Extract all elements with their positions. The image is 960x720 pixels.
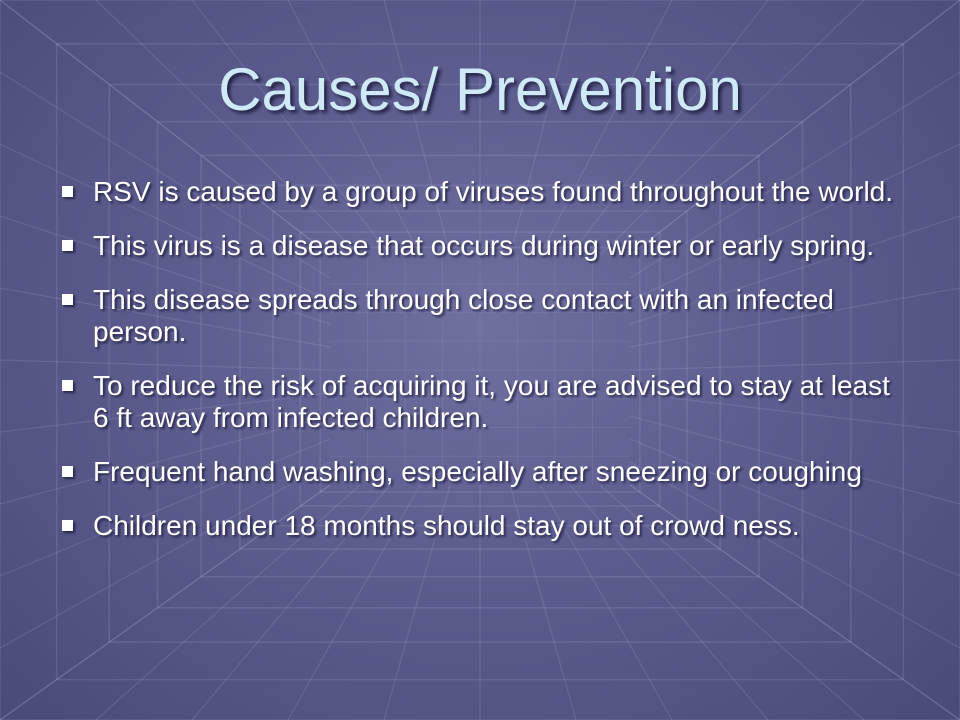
bullet-item <box>62 284 907 348</box>
square-bullet-icon <box>62 240 73 251</box>
bullet-list <box>62 176 907 564</box>
slide-title: Causes/ Prevention <box>218 56 742 123</box>
bullet-text: Children under 18 months should stay out of crowd ness. <box>93 510 800 541</box>
square-bullet-icon <box>62 186 73 197</box>
bullet-item <box>62 456 907 488</box>
square-bullet-icon <box>62 466 73 477</box>
bullet-item <box>62 510 907 542</box>
square-bullet-icon <box>62 294 73 305</box>
bullet-text: RSV is caused by a group of viruses found throughout the world. <box>93 176 894 207</box>
bullet-item <box>62 230 907 262</box>
bullet-item <box>62 370 907 434</box>
square-bullet-icon <box>62 520 73 531</box>
bullet-text: This virus is a disease that occurs during winter or early spring. <box>93 230 875 261</box>
bullet-text: To reduce the risk of acquiring it, you are advised to stay at least 6 ft away from infected children. <box>93 370 890 433</box>
bullet-text: This disease spreads through close contact with an infected person. <box>93 284 834 347</box>
bullet-text: Frequent hand washing, especially after sneezing or coughing <box>93 456 862 487</box>
bullet-item <box>62 176 907 208</box>
square-bullet-icon <box>62 380 73 391</box>
